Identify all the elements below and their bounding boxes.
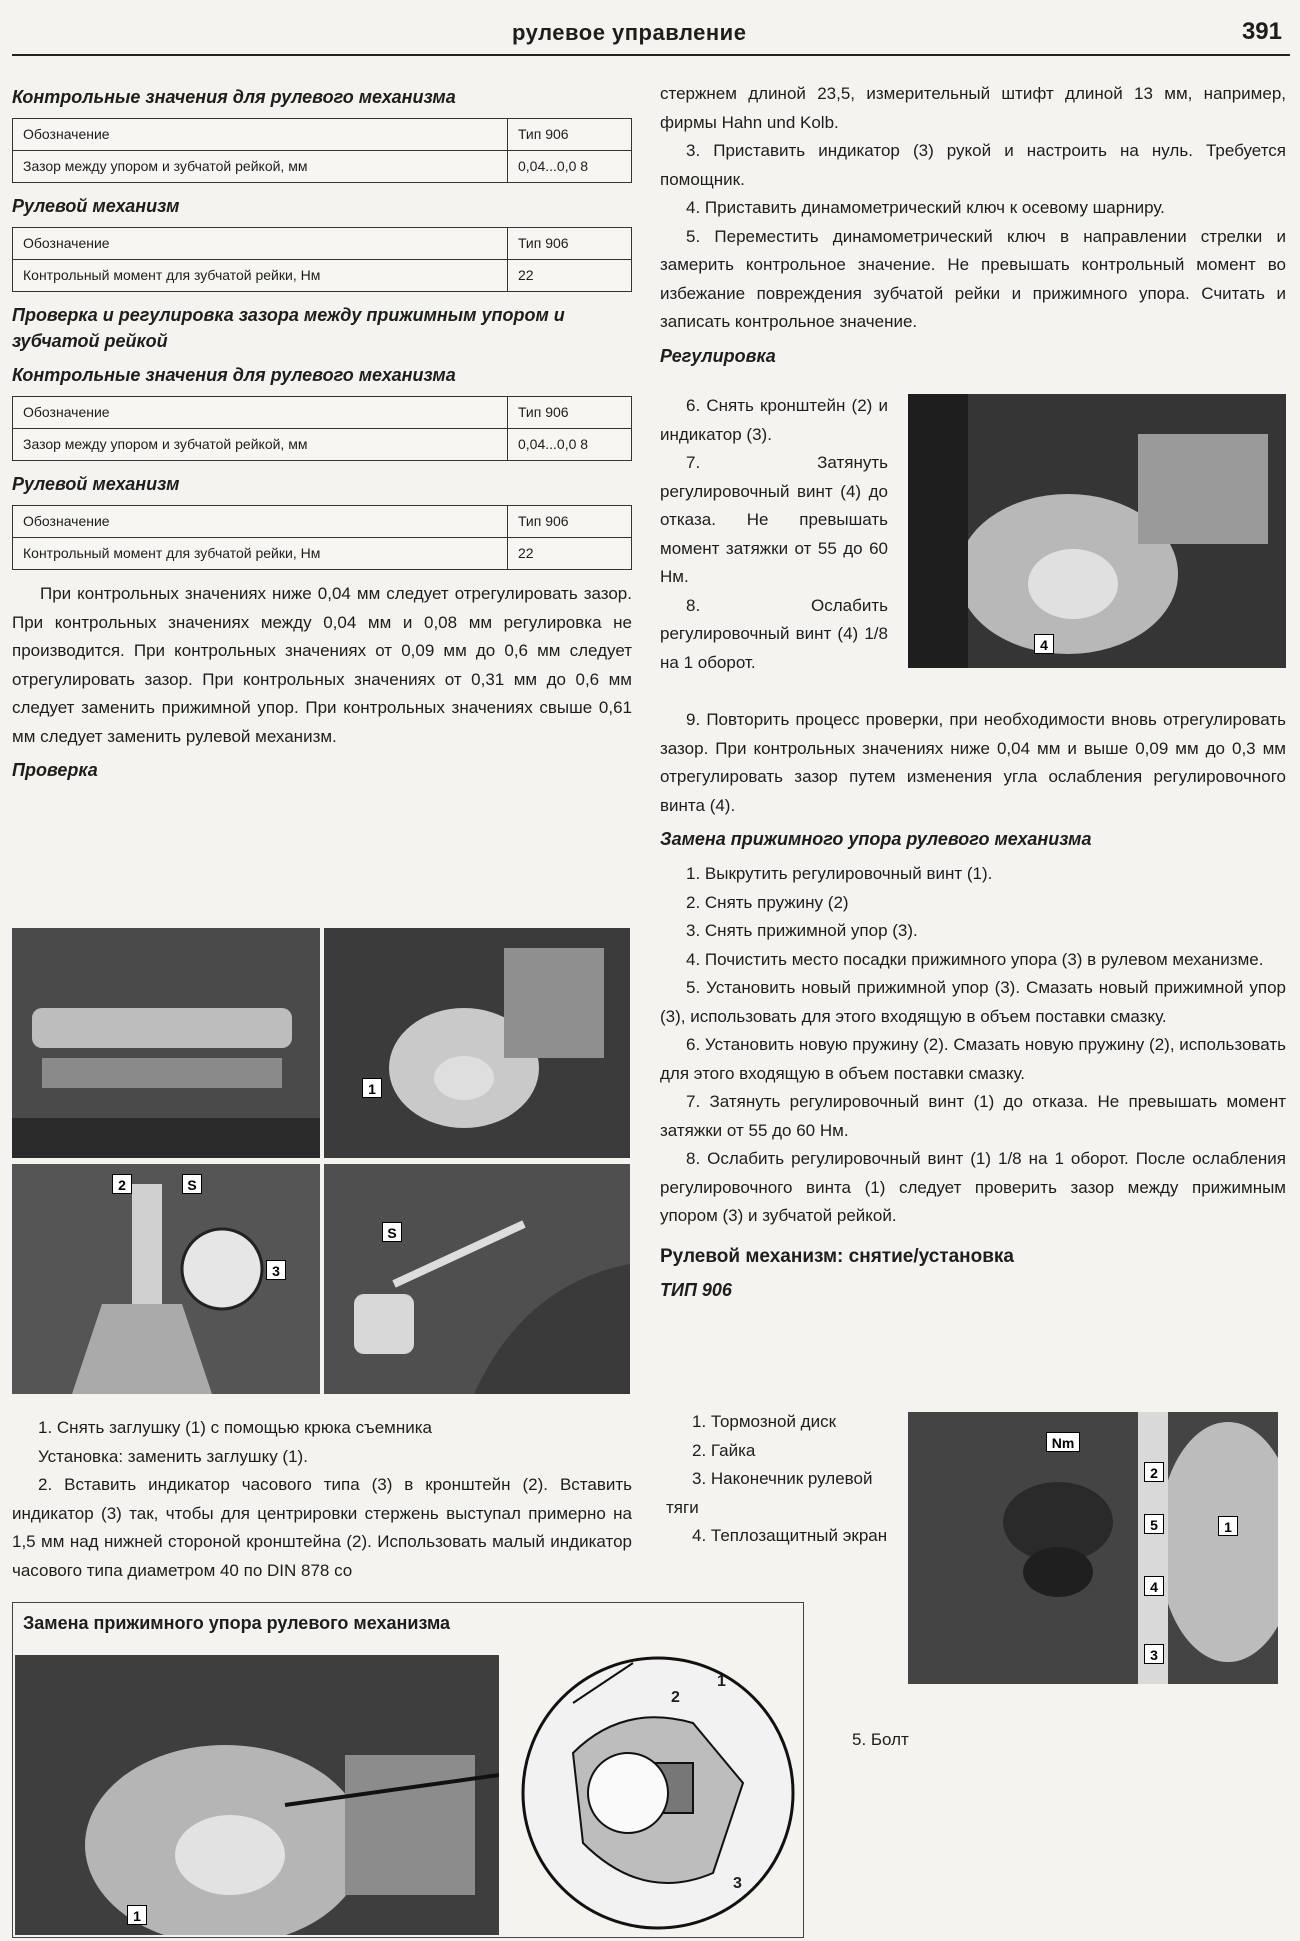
label-2: 2 [1144,1462,1164,1482]
label-2: 2 [112,1174,132,1194]
heading-adjustment: Регулировка [660,345,776,366]
photo-adjust-screw [908,394,1286,668]
spec-table-2 [12,227,632,292]
section-title: рулевое управление [512,20,747,45]
step: 5. Установить новый прижимной упор (3). Смазать новый прижимной упор (3), использовать для этого входящую в объем поставки смазку. [660,978,1286,1026]
label-1: 1 [362,1078,382,1098]
spec-table-4 [12,505,632,570]
heading-control-values: Контрольные значения для рулевого механизма [12,87,456,107]
spec-table-3 [12,396,632,461]
table-row: Контрольный момент для зубчатой рейки, Нм 22 [13,538,632,570]
right-column [660,80,1286,377]
heading-control-values-2: Контрольные значения для рулевого механизма [12,365,456,385]
label-1: 1 [127,1905,147,1925]
label-2: 2 [671,1689,680,1706]
step: 4. Приставить динамометрический ключ к осевому шарниру. [686,198,1165,217]
photo-brake-assembly-art [908,1412,1278,1684]
paragraph-continued: стержнем длиной 23,5, измерительный штифт длиной 13 мм, например, фирмы Hahn und Kolb. [660,84,1286,132]
photo-torque-wrench-art [324,1164,630,1394]
label-nm: Nm [1046,1432,1080,1452]
step: 1. Снять заглушку (1) с помощью крюка съемника [38,1418,433,1437]
heading-type-906: ТИП 906 [660,1279,732,1300]
spec-table-1 [12,118,632,183]
step: 6. Установить новую пружину (2). Смазать новую пружину (2), использовать для этого входящую в объем поставки смазку. [660,1035,1286,1083]
page-header [12,14,1290,56]
step: 7. Затянуть регулировочный винт (1) до отказа. Не превышать момент затяжки от 55 до 60 Нм. [660,1092,1286,1140]
right-steps-lower [660,706,1286,1311]
table-row: Зазор между упором и зубчатой рейкой, мм 0,04...0,0 8 [13,151,632,183]
table-row: Обозначение Тип 906 [13,397,632,429]
cutaway-diagram [513,1643,803,1935]
photo-plug-art [324,928,630,1158]
photo-dial-indicator [12,1164,320,1394]
heading-check-adjust: Проверка и регулировка зазора между прижимным упором и зубчатой рейкой [12,305,565,351]
step: 9. Повторить процесс проверки, при необходимости вновь отрегулировать зазор. При контрольных значениях ниже 0,04 мм и выше 0,09 мм до 0,3 мм отрегулировать зазор путем изменения угла ослабления регулировочного винта (4). [660,710,1286,815]
photo-brake-assembly [908,1412,1278,1684]
step: 8. Ослабить регулировочный винт (1) 1/8 на 1 оборот. После ослабления регулировочного винта (1) следует проверить зазор между прижимным упором (3) и зубчатой рейкой. [660,1149,1286,1225]
step: 2. Вставить индикатор часового типа (3) в кронштейн (2). Вставить индикатор (3) так, чтобы для центрировки стержень выступал примерно на 1,5 мм над нижней стороной кронштейна (2). Использовать малый индикатор часового типа диаметром 40 по DIN 878 со [12,1475,632,1580]
heading-steering-gear-2: Рулевой механизм [12,474,180,494]
label-4: 4 [1034,634,1054,654]
legend-item: 2. Гайка [692,1440,756,1460]
step: 2. Снять пружину (2) [686,892,849,912]
adjustment-steps [660,392,888,677]
legend-list [666,1408,890,1551]
step: 3. Приставить индикатор (3) рукой и настроить на нуль. Требуется помощник. [660,141,1286,189]
label-s: S [382,1222,402,1242]
label-5: 5 [1144,1514,1164,1534]
step: 3. Снять прижимной упор (3). [686,921,918,940]
legend-item: 3. Наконечник рулевой тяги [666,1469,873,1517]
left-steps [12,1414,632,1585]
label-3: 3 [1144,1644,1164,1664]
label-1: 1 [1218,1516,1238,1536]
table-row: Обозначение Тип 906 [13,228,632,260]
label-3: 3 [266,1260,286,1280]
table-row: Контрольный момент для зубчатой рейки, Нм 22 [13,260,632,292]
paragraph-tolerances: При контрольных значениях ниже 0,04 мм следует отрегулировать зазор. При контрольных значениях между 0,04 мм и 0,08 мм регулировка не производится. При контрольных значениях от 0,09 мм до 0,6 мм следует отрегулировать зазор. При контрольных значениях от 0,31 мм до 0,6 мм следует заменить прижимной упор. При контрольных значениях свыше 0,61 мм следует заменить рулевой механизм. [12,584,632,746]
figure-thrust-replacement [12,1602,804,1938]
photo-plug [324,928,630,1158]
table-row: Зазор между упором и зубчатой рейкой, мм 0,04...0,0 8 [13,429,632,461]
heading-replace-thrust: Замена прижимного упора рулевого механизма [660,829,1092,849]
label-1: 1 [717,1673,726,1690]
label-4: 4 [1144,1576,1164,1596]
legend-item: 4. Теплозащитный экран [692,1526,888,1545]
legend-item: 1. Тормозной диск [692,1412,837,1431]
heading-steering-gear: Рулевой механизм [12,196,180,216]
page-number: 391 [1241,18,1282,45]
photo-thrust-piece-art [15,1655,499,1935]
table-row: Обозначение Тип 906 [13,506,632,538]
legend-item-5 [852,1726,1052,1755]
label-3: 3 [733,1875,742,1892]
photo-adjust-screw-art [908,394,1286,668]
step: 6. Снять кронштейн (2) и индикатор (3). [660,396,888,444]
heading-remove-install: Рулевой механизм: снятие/установка [660,1245,1014,1267]
step: Установка: заменить заглушку (1). [38,1446,308,1466]
step: 5. Переместить динамометрический ключ в направлении стрелки и замерить контрольное значение. Не превышать контрольный момент во избежание повреждения зубчатой рейки и прижимного упора. Считать и записать контрольное значение. [660,226,1286,331]
left-column [12,78,632,791]
step: 8. Ослабить регулировочный винт (4) 1/8 на 1 оборот. [660,595,888,672]
table-row: Обозначение Тип 906 [13,119,632,151]
photo-steering-rack-art [12,928,320,1158]
figure-caption: Замена прижимного упора рулевого механизма [23,1613,451,1633]
step: 7. Затянуть регулировочный винт (4) до отказа. Не превышать момент затяжки от 55 до 60 Нм. [660,453,888,586]
label-s: S [182,1174,202,1194]
photo-thrust-piece [15,1655,499,1935]
photo-torque-wrench [324,1164,630,1394]
heading-check: Проверка [12,760,98,780]
step: 1. Выкрутить регулировочный винт (1). [686,864,993,883]
photo-steering-rack [12,928,320,1158]
step: 4. Почистить место посадки прижимного упора (3) в рулевом механизме. [686,949,1264,969]
legend-item: 5. Болт [852,1730,909,1749]
